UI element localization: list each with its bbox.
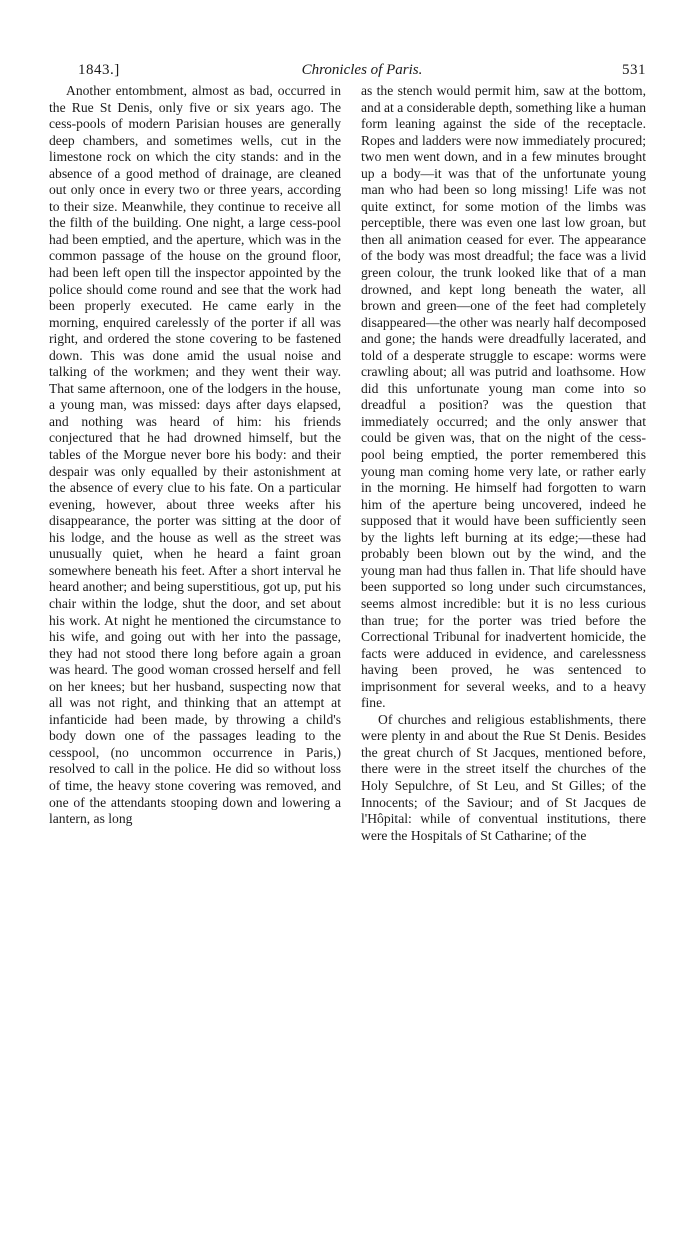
- paragraph: Another entombment, almost as bad, occurred in the Rue St Denis, only five or six years ago. The cess-pools of modern Parisian houses are generally deep chambers, and sometimes wells, cut in the limestone rock on which the city stands: and in the absence of a good method of drainage, are cleaned out only once in every two or three years, according to their size. Meanwhile, they continue to receive all the filth of the building. One night, a large cess-pool had been emptied, and the aperture, which was in the common passage of the house on the ground floor, had been left open till the inspector appointed by the police should come round and see that the work had been properly executed. He came early in the morning, enquired carelessly of the porter if all was right, and ordered the stone covering to be fastened down. This was done amid the usual noise and talking of the workmen; and they went their way. That same afternoon, one of the lodgers in the house, a young man, was missed: days after days elapsed, and nothing was heard of him: his friends conjectured that he had drowned himself, but the tables of the Morgue never bore his body: and their despair was only equalled by their astonishment at the absence of every clue to his fate. On a particular evening, however, about three weeks after his disappearance, the porter was sitting at the door of his lodge, and the house as well as the street was unusually quiet, when he heard a faint groan somewhere beneath his feet. After a short interval he heard another; and being superstitious, got up, put his chair within the lodge, shut the door, and set about his work. At night he mentioned the circumstance to his wife, and going out with her into the passage, they had not stood there long before again a groan was heard. The good woman crossed herself and fell on her knees; but her husband, suspecting now that all was not right, and thinking that an attempt at infanticide had been made, by throwing a child's body down one of the passages leading to the cesspool, (no uncommon occurrence in Paris,) resolved to call in the police. He did so without loss of time, the heavy stone covering was removed, and one of the attendants stooping down and lowering a lantern, as long: [49, 83, 341, 827]
- right-column: [361, 83, 646, 844]
- year-marker: 1843.]: [78, 62, 120, 78]
- running-head: [78, 62, 646, 82]
- left-column: [49, 83, 341, 828]
- page-number: 531: [622, 62, 646, 78]
- paragraph-continued: as the stench would permit him, saw at the bottom, and at a considerable depth, something like a human form leaning against the side of the receptacle. Ropes and ladders were now immediately procured; two men went down, and in a few minutes brought up a body—it was that of the unfortunate young man who had been so long missing! Life was not quite extinct, for some motion of the limbs was perceptible, there was even one last low groan, but then all animation ceased for ever. The appearance of the body was most dreadful; the face was a livid green colour, the trunk looked like that of a man drowned, and kept long beneath the water, all brown and green—one of the feet had completely disappeared—the other was nearly half decomposed and gone; the hands were dreadfully lacerated, and told of a desperate struggle to escape: worms were crawling about; all was putrid and loathsome. How did this unfortunate young man come into so dreadful a position? was the question that immediately occurred; and the only answer that could be given was, that on the night of the cess-pool being emptied, the porter remembered this young man coming home very late, or rather early in the morning. He himself had forgotten to warn him of the aperture being uncovered, indeed he supposed that it would have been sufficiently seen by the lights left burning at its edge;—these had probably been blown out by the wind, and the young man had thus fallen in. That life should have been supported so long under such circumstances, seems almost incredible: but it is no less curious than true; for the porter was tried before the Correctional Tribunal for inadvertent homicide, the facts were adduced in evidence, and carelessness having been proved, he was sentenced to imprisonment for several weeks, and to a heavy fine.: [361, 83, 647, 711]
- running-title: Chronicles of Paris.: [301, 62, 423, 78]
- paragraph: Of churches and religious establishments, there were plenty in and about the Rue St Denis. Besides the great church of St Jacques, mentioned before, there were in the street itself the churches of the Holy Sepulchre, of St Leu, and St Gilles; of the Innocents; of the Saviour; and of St Jacques de l'Hôpital: while of conventual institutions, there were the Hospitals of St Catharine; of the: [361, 711, 646, 843]
